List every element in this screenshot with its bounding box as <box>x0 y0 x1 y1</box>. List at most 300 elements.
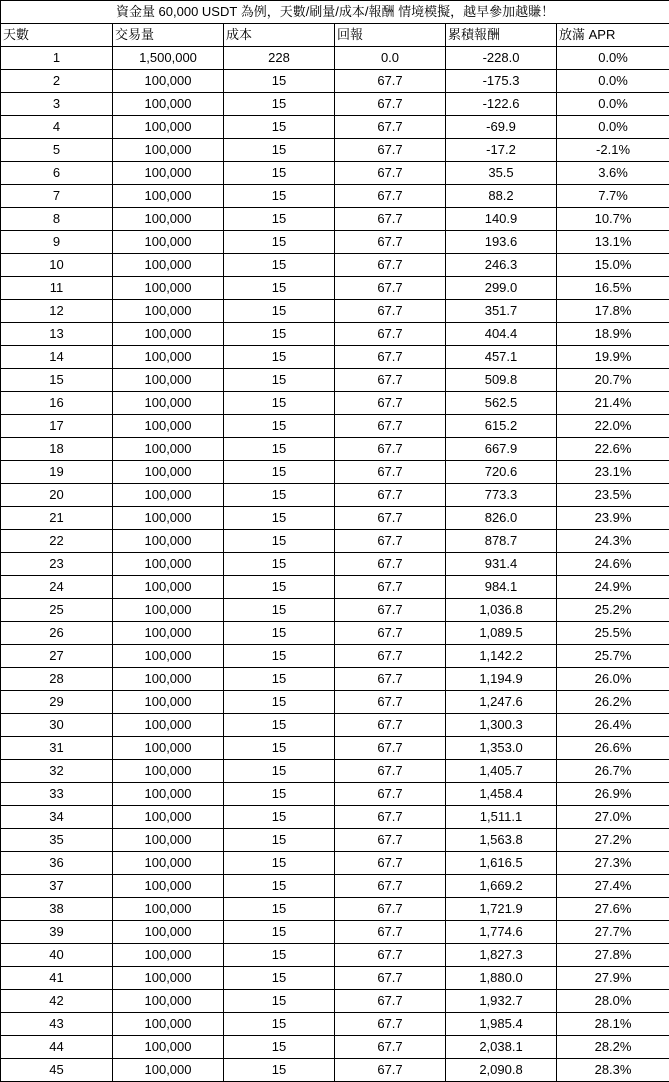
cell-return: 67.7 <box>335 783 446 806</box>
cell-cost: 15 <box>224 921 335 944</box>
cell-cost: 15 <box>224 875 335 898</box>
cell-cost: 15 <box>224 1036 335 1059</box>
header-full-apr: 放滿 APR <box>557 24 669 47</box>
cell-full-apr: 26.6% <box>557 737 669 760</box>
table-row <box>1 185 669 208</box>
cell-cost: 15 <box>224 783 335 806</box>
table-row <box>1 1036 669 1059</box>
table-row <box>1 829 669 852</box>
table-body <box>1 47 669 1082</box>
cell-full-apr: 0.0% <box>557 93 669 116</box>
cell-volume: 100,000 <box>113 852 224 875</box>
cell-days: 28 <box>1 668 113 691</box>
table-row <box>1 967 669 990</box>
table-row <box>1 415 669 438</box>
table-row <box>1 300 669 323</box>
table-row <box>1 760 669 783</box>
cell-cost: 15 <box>224 93 335 116</box>
cell-days: 23 <box>1 553 113 576</box>
cell-days: 13 <box>1 323 113 346</box>
cell-volume: 100,000 <box>113 392 224 415</box>
cell-days: 1 <box>1 47 113 70</box>
cell-volume: 100,000 <box>113 944 224 967</box>
cell-days: 39 <box>1 921 113 944</box>
cell-days: 36 <box>1 852 113 875</box>
cell-days: 19 <box>1 461 113 484</box>
table-row <box>1 668 669 691</box>
cell-volume: 100,000 <box>113 875 224 898</box>
table-row <box>1 323 669 346</box>
cell-cost: 15 <box>224 277 335 300</box>
table-row <box>1 507 669 530</box>
cell-volume: 100,000 <box>113 990 224 1013</box>
cell-volume: 100,000 <box>113 369 224 392</box>
cell-volume: 100,000 <box>113 185 224 208</box>
cell-return: 67.7 <box>335 576 446 599</box>
cell-cumulative-return: 1,194.9 <box>446 668 557 691</box>
table-row <box>1 599 669 622</box>
cell-volume: 100,000 <box>113 70 224 93</box>
table-row <box>1 369 669 392</box>
cell-volume: 100,000 <box>113 208 224 231</box>
cell-full-apr: 27.6% <box>557 898 669 921</box>
cell-return: 67.7 <box>335 392 446 415</box>
cell-days: 7 <box>1 185 113 208</box>
cell-days: 29 <box>1 691 113 714</box>
table-row <box>1 254 669 277</box>
cell-cost: 15 <box>224 323 335 346</box>
cell-cumulative-return: 1,721.9 <box>446 898 557 921</box>
cell-full-apr: 23.5% <box>557 484 669 507</box>
cell-volume: 100,000 <box>113 921 224 944</box>
cell-cost: 15 <box>224 1059 335 1082</box>
cell-full-apr: 26.0% <box>557 668 669 691</box>
cell-full-apr: 27.7% <box>557 921 669 944</box>
cell-return: 67.7 <box>335 461 446 484</box>
cell-return: 67.7 <box>335 553 446 576</box>
cell-cumulative-return: 1,405.7 <box>446 760 557 783</box>
cell-cumulative-return: 615.2 <box>446 415 557 438</box>
cell-cumulative-return: 351.7 <box>446 300 557 323</box>
cell-days: 20 <box>1 484 113 507</box>
cell-full-apr: -2.1% <box>557 139 669 162</box>
cell-return: 67.7 <box>335 1013 446 1036</box>
cell-volume: 100,000 <box>113 300 224 323</box>
cell-full-apr: 0.0% <box>557 47 669 70</box>
cell-days: 22 <box>1 530 113 553</box>
header-cumulative-return: 累積報酬 <box>446 24 557 47</box>
table-row <box>1 461 669 484</box>
cell-volume: 100,000 <box>113 323 224 346</box>
cell-return: 67.7 <box>335 668 446 691</box>
cell-volume: 100,000 <box>113 116 224 139</box>
cell-volume: 100,000 <box>113 576 224 599</box>
cell-cumulative-return: 931.4 <box>446 553 557 576</box>
cell-cumulative-return: 1,563.8 <box>446 829 557 852</box>
table-row <box>1 806 669 829</box>
cell-cumulative-return: -69.9 <box>446 116 557 139</box>
cell-return: 0.0 <box>335 47 446 70</box>
cell-return: 67.7 <box>335 599 446 622</box>
cell-volume: 100,000 <box>113 760 224 783</box>
cell-volume: 100,000 <box>113 438 224 461</box>
cell-full-apr: 27.4% <box>557 875 669 898</box>
cell-cost: 15 <box>224 139 335 162</box>
cell-full-apr: 3.6% <box>557 162 669 185</box>
cell-return: 67.7 <box>335 1059 446 1082</box>
table-title: 資金量 60,000 USDT 為例，天數/刷量/成本/報酬 情境模擬，越早參加越賺！ <box>1 1 669 24</box>
cell-cost: 15 <box>224 369 335 392</box>
cell-full-apr: 28.2% <box>557 1036 669 1059</box>
cell-return: 67.7 <box>335 484 446 507</box>
cell-return: 67.7 <box>335 944 446 967</box>
cell-return: 67.7 <box>335 254 446 277</box>
cell-return: 67.7 <box>335 323 446 346</box>
table-row <box>1 783 669 806</box>
table-row <box>1 208 669 231</box>
cell-return: 67.7 <box>335 415 446 438</box>
cell-cumulative-return: 509.8 <box>446 369 557 392</box>
cell-days: 5 <box>1 139 113 162</box>
cell-full-apr: 24.9% <box>557 576 669 599</box>
table-row <box>1 139 669 162</box>
cell-cumulative-return: 720.6 <box>446 461 557 484</box>
table-row <box>1 898 669 921</box>
cell-cost: 15 <box>224 553 335 576</box>
cell-cumulative-return: 1,142.2 <box>446 645 557 668</box>
cell-days: 18 <box>1 438 113 461</box>
cell-days: 11 <box>1 277 113 300</box>
cell-cost: 15 <box>224 668 335 691</box>
cell-return: 67.7 <box>335 645 446 668</box>
cell-cost: 15 <box>224 944 335 967</box>
cell-full-apr: 27.3% <box>557 852 669 875</box>
cell-days: 33 <box>1 783 113 806</box>
cell-full-apr: 26.7% <box>557 760 669 783</box>
table-row <box>1 116 669 139</box>
cell-cost: 15 <box>224 622 335 645</box>
cell-days: 34 <box>1 806 113 829</box>
cell-days: 42 <box>1 990 113 1013</box>
cell-days: 31 <box>1 737 113 760</box>
cell-return: 67.7 <box>335 714 446 737</box>
cell-volume: 100,000 <box>113 737 224 760</box>
cell-cost: 15 <box>224 415 335 438</box>
cell-full-apr: 23.1% <box>557 461 669 484</box>
cell-return: 67.7 <box>335 70 446 93</box>
table-row <box>1 921 669 944</box>
cell-volume: 100,000 <box>113 415 224 438</box>
cell-return: 67.7 <box>335 921 446 944</box>
cell-cost: 15 <box>224 530 335 553</box>
cell-full-apr: 26.9% <box>557 783 669 806</box>
table-row <box>1 530 669 553</box>
cell-return: 67.7 <box>335 369 446 392</box>
cell-cost: 15 <box>224 990 335 1013</box>
cell-volume: 100,000 <box>113 783 224 806</box>
cell-volume: 100,000 <box>113 1036 224 1059</box>
cell-return: 67.7 <box>335 852 446 875</box>
cell-return: 67.7 <box>335 967 446 990</box>
cell-cumulative-return: -122.6 <box>446 93 557 116</box>
cell-full-apr: 28.0% <box>557 990 669 1013</box>
table-row <box>1 1059 669 1082</box>
cell-days: 40 <box>1 944 113 967</box>
cell-return: 67.7 <box>335 231 446 254</box>
cell-cumulative-return: -228.0 <box>446 47 557 70</box>
cell-cumulative-return: 2,090.8 <box>446 1059 557 1082</box>
cell-full-apr: 22.6% <box>557 438 669 461</box>
cell-cumulative-return: 1,511.1 <box>446 806 557 829</box>
cell-cost: 15 <box>224 760 335 783</box>
cell-days: 10 <box>1 254 113 277</box>
cell-days: 17 <box>1 415 113 438</box>
cell-cumulative-return: 1,932.7 <box>446 990 557 1013</box>
cell-cumulative-return: 562.5 <box>446 392 557 415</box>
cell-cost: 15 <box>224 392 335 415</box>
cell-days: 8 <box>1 208 113 231</box>
cell-return: 67.7 <box>335 806 446 829</box>
table-row <box>1 737 669 760</box>
cell-cost: 15 <box>224 852 335 875</box>
table-row <box>1 438 669 461</box>
cell-volume: 100,000 <box>113 714 224 737</box>
cell-cost: 15 <box>224 254 335 277</box>
table-row <box>1 93 669 116</box>
cell-cost: 15 <box>224 898 335 921</box>
cell-full-apr: 25.5% <box>557 622 669 645</box>
cell-return: 67.7 <box>335 346 446 369</box>
cell-cumulative-return: 2,038.1 <box>446 1036 557 1059</box>
cell-cumulative-return: 1,774.6 <box>446 921 557 944</box>
cell-return: 67.7 <box>335 898 446 921</box>
cell-cost: 15 <box>224 576 335 599</box>
cell-cost: 15 <box>224 162 335 185</box>
cell-volume: 100,000 <box>113 806 224 829</box>
cell-days: 38 <box>1 898 113 921</box>
table-row <box>1 576 669 599</box>
cell-full-apr: 24.3% <box>557 530 669 553</box>
cell-cumulative-return: -17.2 <box>446 139 557 162</box>
cell-full-apr: 23.9% <box>557 507 669 530</box>
cell-cumulative-return: 1,616.5 <box>446 852 557 875</box>
cell-volume: 100,000 <box>113 93 224 116</box>
table-row <box>1 231 669 254</box>
table-row <box>1 277 669 300</box>
cell-volume: 100,000 <box>113 622 224 645</box>
cell-days: 2 <box>1 70 113 93</box>
cell-cumulative-return: 88.2 <box>446 185 557 208</box>
table-row <box>1 990 669 1013</box>
cell-cumulative-return: 246.3 <box>446 254 557 277</box>
cell-days: 4 <box>1 116 113 139</box>
cell-full-apr: 17.8% <box>557 300 669 323</box>
table-row <box>1 553 669 576</box>
cell-cost: 15 <box>224 806 335 829</box>
cell-return: 67.7 <box>335 622 446 645</box>
cell-cost: 15 <box>224 346 335 369</box>
cell-cumulative-return: 1,353.0 <box>446 737 557 760</box>
cell-volume: 100,000 <box>113 1059 224 1082</box>
cell-volume: 100,000 <box>113 829 224 852</box>
table-row <box>1 852 669 875</box>
cell-volume: 100,000 <box>113 139 224 162</box>
cell-cumulative-return: 984.1 <box>446 576 557 599</box>
cell-days: 35 <box>1 829 113 852</box>
cell-return: 67.7 <box>335 990 446 1013</box>
cell-full-apr: 28.1% <box>557 1013 669 1036</box>
cell-volume: 100,000 <box>113 668 224 691</box>
cell-volume: 100,000 <box>113 691 224 714</box>
cell-volume: 1,500,000 <box>113 47 224 70</box>
cell-full-apr: 27.9% <box>557 967 669 990</box>
cell-return: 67.7 <box>335 737 446 760</box>
cell-cumulative-return: 1,827.3 <box>446 944 557 967</box>
cell-cost: 15 <box>224 599 335 622</box>
cell-cost: 15 <box>224 300 335 323</box>
cell-cost: 15 <box>224 438 335 461</box>
table-row <box>1 714 669 737</box>
table-row <box>1 622 669 645</box>
cell-cumulative-return: 457.1 <box>446 346 557 369</box>
cell-days: 26 <box>1 622 113 645</box>
cell-full-apr: 24.6% <box>557 553 669 576</box>
table-row <box>1 1013 669 1036</box>
cell-full-apr: 25.2% <box>557 599 669 622</box>
cell-cumulative-return: 773.3 <box>446 484 557 507</box>
cell-volume: 100,000 <box>113 346 224 369</box>
cell-cost: 15 <box>224 70 335 93</box>
cell-return: 67.7 <box>335 760 446 783</box>
cell-cumulative-return: 299.0 <box>446 277 557 300</box>
cell-days: 44 <box>1 1036 113 1059</box>
cell-days: 12 <box>1 300 113 323</box>
cell-full-apr: 0.0% <box>557 116 669 139</box>
cell-full-apr: 13.1% <box>557 231 669 254</box>
cell-volume: 100,000 <box>113 484 224 507</box>
cell-cumulative-return: 1,880.0 <box>446 967 557 990</box>
cell-volume: 100,000 <box>113 1013 224 1036</box>
table-row <box>1 162 669 185</box>
cell-days: 24 <box>1 576 113 599</box>
cell-cumulative-return: 1,669.2 <box>446 875 557 898</box>
cell-cost: 15 <box>224 507 335 530</box>
cell-days: 27 <box>1 645 113 668</box>
cell-full-apr: 16.5% <box>557 277 669 300</box>
cell-cost: 15 <box>224 116 335 139</box>
cell-days: 37 <box>1 875 113 898</box>
cell-return: 67.7 <box>335 530 446 553</box>
cell-full-apr: 27.0% <box>557 806 669 829</box>
cell-return: 67.7 <box>335 691 446 714</box>
cell-full-apr: 0.0% <box>557 70 669 93</box>
cell-days: 43 <box>1 1013 113 1036</box>
table-row <box>1 944 669 967</box>
cell-cumulative-return: -175.3 <box>446 70 557 93</box>
cell-full-apr: 28.3% <box>557 1059 669 1082</box>
cell-cost: 228 <box>224 47 335 70</box>
header-days: 天數 <box>1 24 113 47</box>
cell-cumulative-return: 878.7 <box>446 530 557 553</box>
cell-volume: 100,000 <box>113 645 224 668</box>
cell-cumulative-return: 1,985.4 <box>446 1013 557 1036</box>
cell-cost: 15 <box>224 737 335 760</box>
cell-full-apr: 19.9% <box>557 346 669 369</box>
cell-cumulative-return: 140.9 <box>446 208 557 231</box>
cell-days: 21 <box>1 507 113 530</box>
cell-cumulative-return: 1,089.5 <box>446 622 557 645</box>
cell-return: 67.7 <box>335 139 446 162</box>
cell-full-apr: 15.0% <box>557 254 669 277</box>
cell-cumulative-return: 1,036.8 <box>446 599 557 622</box>
cell-days: 9 <box>1 231 113 254</box>
cell-return: 67.7 <box>335 162 446 185</box>
header-cost: 成本 <box>224 24 335 47</box>
cell-cumulative-return: 1,247.6 <box>446 691 557 714</box>
table-row <box>1 645 669 668</box>
cell-days: 30 <box>1 714 113 737</box>
cell-return: 67.7 <box>335 185 446 208</box>
cell-volume: 100,000 <box>113 967 224 990</box>
cell-cost: 15 <box>224 208 335 231</box>
cell-days: 25 <box>1 599 113 622</box>
cell-cumulative-return: 1,458.4 <box>446 783 557 806</box>
cell-days: 45 <box>1 1059 113 1082</box>
cell-return: 67.7 <box>335 1036 446 1059</box>
cell-volume: 100,000 <box>113 530 224 553</box>
cell-return: 67.7 <box>335 116 446 139</box>
cell-cost: 15 <box>224 185 335 208</box>
cell-cost: 15 <box>224 645 335 668</box>
cell-days: 3 <box>1 93 113 116</box>
cell-return: 67.7 <box>335 277 446 300</box>
table-row <box>1 346 669 369</box>
table-row <box>1 484 669 507</box>
header-volume: 交易量 <box>113 24 224 47</box>
cell-cost: 15 <box>224 231 335 254</box>
cell-return: 67.7 <box>335 300 446 323</box>
cell-full-apr: 26.2% <box>557 691 669 714</box>
cell-full-apr: 10.7% <box>557 208 669 231</box>
table-row <box>1 70 669 93</box>
cell-return: 67.7 <box>335 93 446 116</box>
cell-full-apr: 7.7% <box>557 185 669 208</box>
cell-full-apr: 25.7% <box>557 645 669 668</box>
cell-volume: 100,000 <box>113 254 224 277</box>
table-row <box>1 47 669 70</box>
table-row <box>1 392 669 415</box>
cell-volume: 100,000 <box>113 231 224 254</box>
cell-return: 67.7 <box>335 507 446 530</box>
cell-cumulative-return: 667.9 <box>446 438 557 461</box>
cell-full-apr: 21.4% <box>557 392 669 415</box>
header-return: 回報 <box>335 24 446 47</box>
cell-volume: 100,000 <box>113 461 224 484</box>
title-row <box>1 1 669 24</box>
cell-cost: 15 <box>224 714 335 737</box>
cell-return: 67.7 <box>335 438 446 461</box>
table-row <box>1 691 669 714</box>
cell-full-apr: 22.0% <box>557 415 669 438</box>
cell-days: 16 <box>1 392 113 415</box>
cell-days: 15 <box>1 369 113 392</box>
cell-volume: 100,000 <box>113 898 224 921</box>
cell-volume: 100,000 <box>113 507 224 530</box>
cell-volume: 100,000 <box>113 553 224 576</box>
header-row <box>1 24 669 47</box>
cell-cumulative-return: 35.5 <box>446 162 557 185</box>
cell-full-apr: 20.7% <box>557 369 669 392</box>
